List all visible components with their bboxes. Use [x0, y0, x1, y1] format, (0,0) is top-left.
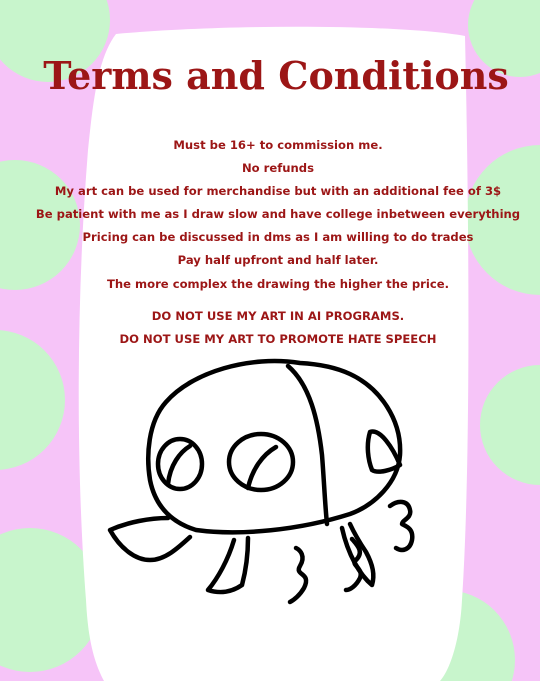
rule-item: Pay half upfront and half later.	[177, 253, 379, 268]
rule-item: Pricing can be discussed in dms as I am willing to do trades	[82, 230, 474, 245]
eye-pupil-line	[248, 447, 276, 488]
warning-item: DO NOT USE MY ART IN AI PROGRAMS.	[151, 309, 405, 323]
rule-item: Must be 16+ to commission me.	[173, 138, 383, 152]
motion-squiggle	[390, 502, 412, 550]
warning-item: DO NOT USE MY ART TO PROMOTE HATE SPEECH	[119, 332, 437, 346]
rule-item: My art can be used for merchandise but with an additional fee of 3$	[54, 184, 502, 199]
eye-pupil-line	[168, 446, 190, 484]
rule-item: Be patient with me as I draw slow and have college inbetween everything	[35, 207, 521, 222]
page-title: Terms and Conditions	[43, 53, 509, 98]
motion-squiggle	[290, 548, 306, 602]
tail-segment	[368, 431, 400, 471]
rule-item: No refunds	[241, 161, 315, 176]
creature-leg	[208, 538, 248, 592]
creature-eye-left	[158, 439, 202, 489]
rule-item: The more complex the drawing the higher the price.	[106, 276, 450, 291]
shell-band	[288, 366, 327, 524]
